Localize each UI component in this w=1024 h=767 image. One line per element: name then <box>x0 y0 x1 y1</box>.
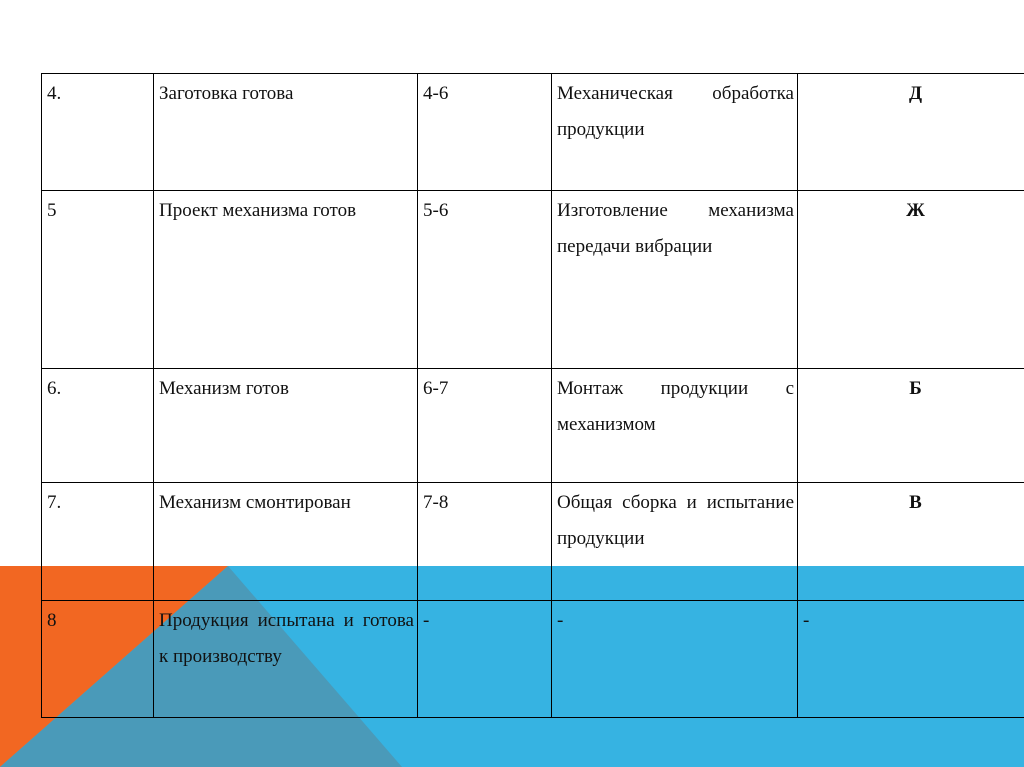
work-cell: Механическая обработка продукции <box>552 74 798 191</box>
letter-cell: Ж <box>798 191 1024 369</box>
event-cell: Заготовка готова <box>154 74 418 191</box>
work-cell: - <box>552 601 798 718</box>
work-cell: Монтаж продукции с механизмом <box>552 369 798 483</box>
event-cell: Механизм готов <box>154 369 418 483</box>
table-row <box>42 601 1024 718</box>
letter-cell: Б <box>798 369 1024 483</box>
event-cell: Механизм смонтирован <box>154 483 418 601</box>
code-cell: 5-6 <box>418 191 552 369</box>
code-cell: - <box>418 601 552 718</box>
letter-cell: - <box>798 601 1024 718</box>
letter-cell: В <box>798 483 1024 601</box>
row-number: 7. <box>42 483 154 601</box>
event-cell: Проект механизма готов <box>154 191 418 369</box>
work-cell: Изготовление механизма передачи вибрации <box>552 191 798 369</box>
table-row <box>42 74 1024 191</box>
letter-cell: Д <box>798 74 1024 191</box>
row-number: 5 <box>42 191 154 369</box>
row-number: 8 <box>42 601 154 718</box>
table-row <box>42 369 1024 483</box>
code-cell: 7-8 <box>418 483 552 601</box>
code-cell: 4-6 <box>418 74 552 191</box>
row-number: 4. <box>42 74 154 191</box>
event-cell: Продукция испытана и готова к производству <box>154 601 418 718</box>
table-row <box>42 191 1024 369</box>
code-cell: 6-7 <box>418 369 552 483</box>
work-cell: Общая сборка и испытание продукции <box>552 483 798 601</box>
table-row <box>42 483 1024 601</box>
events-table <box>41 73 1024 718</box>
row-number: 6. <box>42 369 154 483</box>
